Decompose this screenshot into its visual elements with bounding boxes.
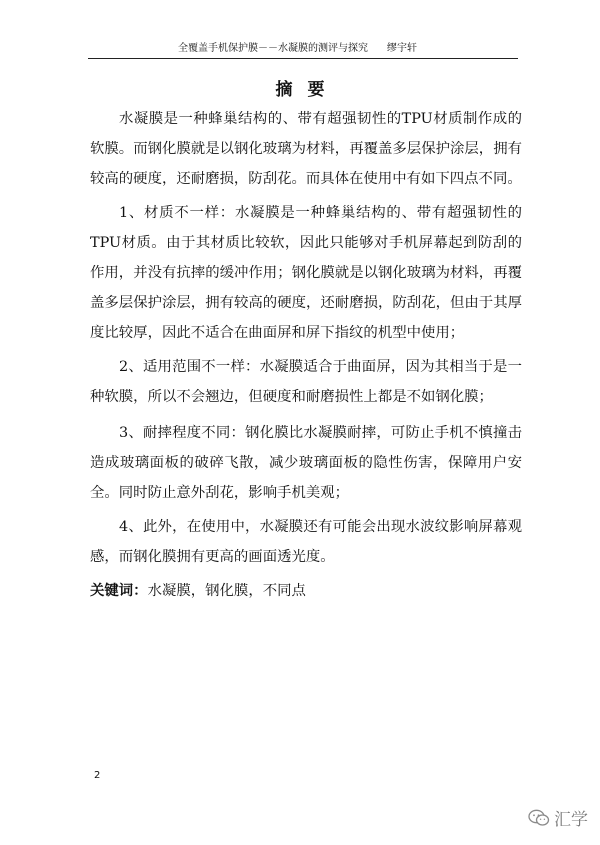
abstract-paragraph-intro: 水凝膜是一种蜂巢结构的、带有超强韧性的TPU材质制作成的软膜。而钢化膜就是以钢化玻璃为材料，再覆盖多层保护涂层，拥有较高的硬度，还耐磨损，防刮花。而具体在使用中有如下四点不同。 <box>90 111 522 187</box>
page-number: 2 <box>94 770 101 781</box>
keywords-line <box>90 576 306 606</box>
keywords-label: 关键词： <box>90 583 148 599</box>
header-author: 缪宇轩 <box>387 43 417 54</box>
page-header <box>88 40 518 59</box>
header-title: 全覆盖手机保护膜－－水凝膜的测评与探究 <box>178 43 368 54</box>
wechat-icon <box>528 809 550 827</box>
keywords-value: 水凝膜，钢化膜，不同点 <box>147 583 306 599</box>
abstract-paragraph-durability: 3、耐摔程度不同：钢化膜比水凝膜耐摔，可防止手机不慎撞击造成玻璃面板的破碎飞散，减少玻璃面板的隐性伤害，保障用户安全。同时防止意外刮花，影响手机美观； <box>90 425 522 501</box>
abstract-paragraph-scope: 2、适用范围不一样：水凝膜适合于曲面屏，因为其相当于是一种软膜，所以不会翘边，但硬度和耐磨损性上都是不如钢化膜； <box>90 359 522 405</box>
watermark <box>528 805 588 830</box>
abstract-paragraph-material: 1、材质不一样：水凝膜是一种蜂巢结构的、带有超强韧性的TPU材质。由于其材质比较软，因此只能够对手机屏幕起到防刮的作用，并没有抗摔的缓冲作用；钢化膜就是以钢化玻璃为材料，再覆盖多层保护涂层，拥有较高的硬度，还耐磨损，防刮花，但由于其厚度比较厚，因此不适合在曲面屏和屏下指纹的机型中使用； <box>90 205 522 341</box>
abstract-paragraph-other: 4、此外，在使用中，水凝膜还有可能会出现水波纹影响屏幕观感，而钢化膜拥有更高的画面透光度。 <box>90 519 522 565</box>
watermark-text: 汇学 <box>554 810 588 830</box>
abstract-heading: 摘要 <box>275 80 340 100</box>
